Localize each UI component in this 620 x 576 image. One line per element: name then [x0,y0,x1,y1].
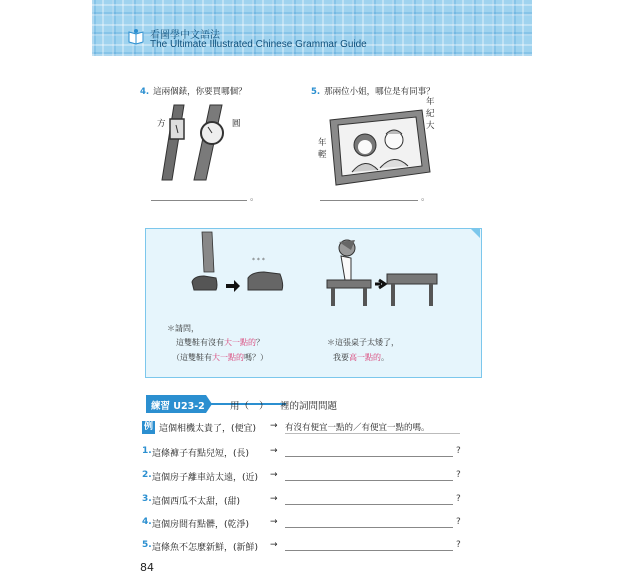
item-3-arrow: → [270,494,278,504]
label-older: 年紀大 [426,97,435,131]
answer-line-4[interactable] [151,200,247,201]
label-young: 年輕 [318,138,327,160]
svg-text:* * *: * * * [252,257,265,264]
question-4-text: 這兩個錶，你要買哪個？ [153,87,247,97]
item-2-number: 2. [142,470,152,480]
left-caption-3-highlight: 大一點的 [212,353,244,362]
item-5-qmark: ? [456,540,461,550]
right-caption-2-highlight: 高一點的 [349,353,381,362]
right-caption-2-post: 。 [381,353,389,362]
answer-4-period: 。 [250,193,260,203]
item-3-text: 這個西瓜不太甜，(甜) [152,497,241,507]
right-caption-line-2 [333,352,389,363]
item-5-text: 這條魚不怎麼新鮮，(新鮮) [152,543,259,553]
answer-line-5[interactable] [320,200,418,201]
item-4-answer-line[interactable] [285,527,453,528]
example-arrow: → [270,421,278,431]
watches-illustration [150,105,240,185]
item-1-text: 這條褲子有點兒短，(長) [152,449,250,459]
header-title-chinese: 看圖學中文語法 [150,30,220,41]
header-title-english: The Ultimate Illustrated Chinese Grammar Guide [150,39,367,50]
left-caption-3-post: 嗎？） [244,353,268,362]
box-corner-accent [470,228,480,238]
question-4-number: 4. [140,87,150,97]
item-5-arrow: → [270,540,278,550]
left-caption-line-2 [176,337,264,348]
item-3-number: 3. [142,494,152,504]
left-caption-line-3 [172,352,268,363]
question-5 [311,85,435,97]
item-1-qmark: ? [456,446,461,456]
question-4 [140,85,247,97]
item-5-number: 5. [142,540,152,550]
left-caption-3-pre: （這雙鞋有 [172,353,212,362]
item-2-answer-line[interactable] [285,480,453,481]
item-3-qmark: ? [456,494,461,504]
shoes-illustration [190,232,300,302]
item-1-arrow: → [270,446,278,456]
left-caption-2-pre: 這雙鞋有沒有 [176,338,224,347]
item-4-text: 這個房間有點髒，(乾淨) [152,520,250,530]
left-caption-line-1: ＊請問， [167,324,199,333]
exercise-banner-label: 練習 U23-2 [151,401,205,412]
right-caption-line-1: ＊這張桌子太矮了， [327,338,399,347]
desk-illustration [325,236,445,308]
item-2-qmark: ? [456,470,461,480]
example-answer: 有沒有便宜一點的／有便宜一點的嗎。 [285,423,430,433]
item-1-number: 1. [142,446,152,456]
answer-5-period: 。 [421,193,431,203]
item-4-qmark: ? [456,517,461,527]
item-3-answer-line[interactable] [285,504,453,505]
exercise-instruction-close: ） [259,401,269,412]
item-4-number: 4. [142,517,152,527]
right-caption-2-pre: 我要 [333,353,349,362]
question-5-text: 那兩位小姐，哪位是有同事？ [324,87,435,97]
label-round: 圓 [232,119,241,129]
example-answer-underline [285,433,460,434]
item-2-text: 這個房子離車站太遠，(近) [152,473,259,483]
photo-frame-illustration [330,110,430,185]
item-1-answer-line[interactable] [285,456,453,457]
book-logo-icon [128,28,144,44]
example-question: 這個相機太貴了，(便宜) [159,424,257,434]
left-caption-2-highlight: 大一點的 [224,338,256,347]
label-square: 方 [157,119,166,129]
page-number: 84 [140,561,154,574]
item-2-arrow: → [270,470,278,480]
question-5-number: 5. [311,87,321,97]
exercise-instruction-text: 裡的詞問問題 [280,401,338,412]
item-5-answer-line[interactable] [285,550,453,551]
exercise-instruction-open: 用（ [230,401,250,412]
item-4-arrow: → [270,517,278,527]
left-caption-2-post: ？ [256,338,264,347]
example-badge: 例 [143,422,153,432]
